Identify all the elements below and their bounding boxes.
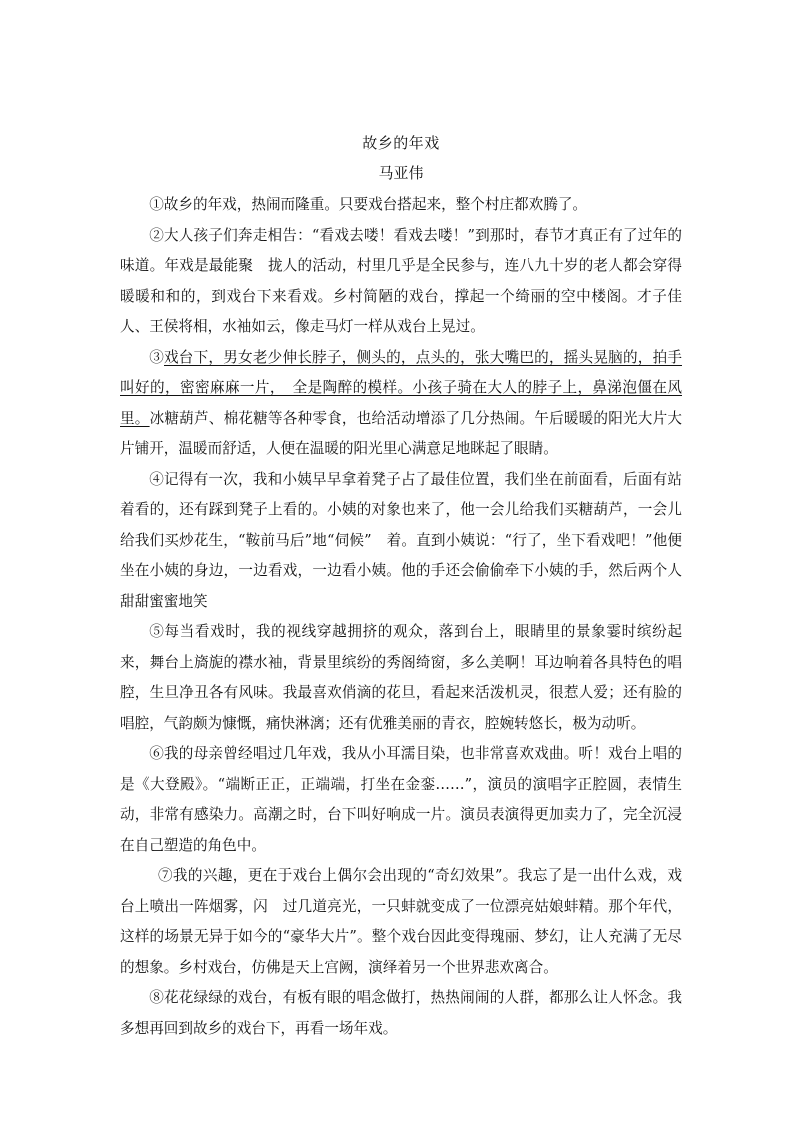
paragraph-4: ④记得有一次，我和小姨早早拿着凳子占了最佳位置，我们坐在前面看，后面有站着看的，还有踩到凳子上看的。小姨的对象也来了，他一会儿给我们买糖葫芦，一会儿给我们买炒花生，“鞍前马后”地“伺候” 着。直到小姨说：“行了，坐下看戏吧！”他便坐在小姨的身边，一边看戏，一边看小姨。他的手还会偷偷牵下小姨的手，然后两个人甜甜蜜蜜地笑: [120, 470, 682, 610]
article-title: 故乡的年戏: [362, 134, 440, 152]
paragraph-6: ⑥我的母亲曾经唱过几年戏，我从小耳濡目染，也非常喜欢戏曲。听！戏台上唱的是《大登殿》。“端断正正，正端端，打坐在金銮……”，演员的演唱字正腔圆，表情生动，非常有感染力。高潮之时，台下叫好响成一片。演员表演得更加卖力了，完全沉浸在自己塑造的角色中。: [120, 745, 682, 854]
paragraph-2: ②大人孩子们奔走相告：“看戏去喽！看戏去喽！”到那时，春节才真正有了过年的味道。年戏是最能聚 拢人的活动，村里几乎是全民参与，连八九十岁的老人都会穿得暖暖和和的，到戏台下来看戏。乡村简陋的戏台，撑起一个绮丽的空中楼阁。才子佳人、王侯将相，水袖如云，像走马灯一样从戏台上晃过。: [120, 226, 682, 335]
paragraph-3-marker: ③: [149, 348, 164, 366]
paragraph-5: ⑤每当看戏时，我的视线穿越拥挤的观众，落到台上，眼睛里的景象霎时缤纷起来，舞台上旖旎的襟水袖，背景里缤纷的秀阁绮窗，多么美啊！耳边响着各具特色的唱腔，生旦净丑各有风味。我最喜欢俏滴的花旦，看起来活泼机灵，很惹人爱；还有脸的唱腔，气韵颇为慷慨，痛快淋漓；还有优雅美丽的青衣，腔婉转悠长，极为动听。: [120, 623, 682, 732]
paragraph-1: ①故乡的年戏，热闹而隆重。只要戏台搭起来，整个村庄都欢腾了。: [149, 196, 588, 213]
paragraph-3: [120, 343, 682, 465]
paragraph-8: ⑧花花绿绿的戏台，有板有眼的唱念做打，热热闹闹的人群，都那么让人怀念。我多想再回到故乡的戏台下，再看一场年戏。: [120, 989, 682, 1037]
paragraph-7: ⑦我的兴趣，更在于戏台上偶尔会出现的“奇幻效果”。我忘了是一出什么戏，戏台上喷出一阵烟雾，闪 过几道亮光，一只蚌就变成了一位漂亮姑娘蚌精。那个年代，这样的场景无异于如今的“豪华大片”。整个戏台因此变得瑰丽、梦幻，让人充满了无尽的想象。乡村戏台，仿佛是天上宫阙，演绎着另一个世界悲欢离合。: [120, 867, 682, 976]
paragraph-3-text: 冰糖葫芦、棉花糖等各种零食，也给活动增添了几分热闹。午后暖暖的阳光大片大片铺开，温暖而舒适，人便在温暖的阳光里心满意足地眯起了眼睛。: [120, 409, 682, 457]
article-author: 马亚伟: [378, 164, 424, 182]
paragraph-3-underlined-text: 戏台下，男女老少伸长脖子，侧头的，点头的，张大嘴巴的，摇头晃脑的，拍手叫好的，密密麻麻一片， 全是陶醉的模样。小孩子骑在大人的脖子上，鼻涕泡僵在风里。: [120, 348, 682, 427]
